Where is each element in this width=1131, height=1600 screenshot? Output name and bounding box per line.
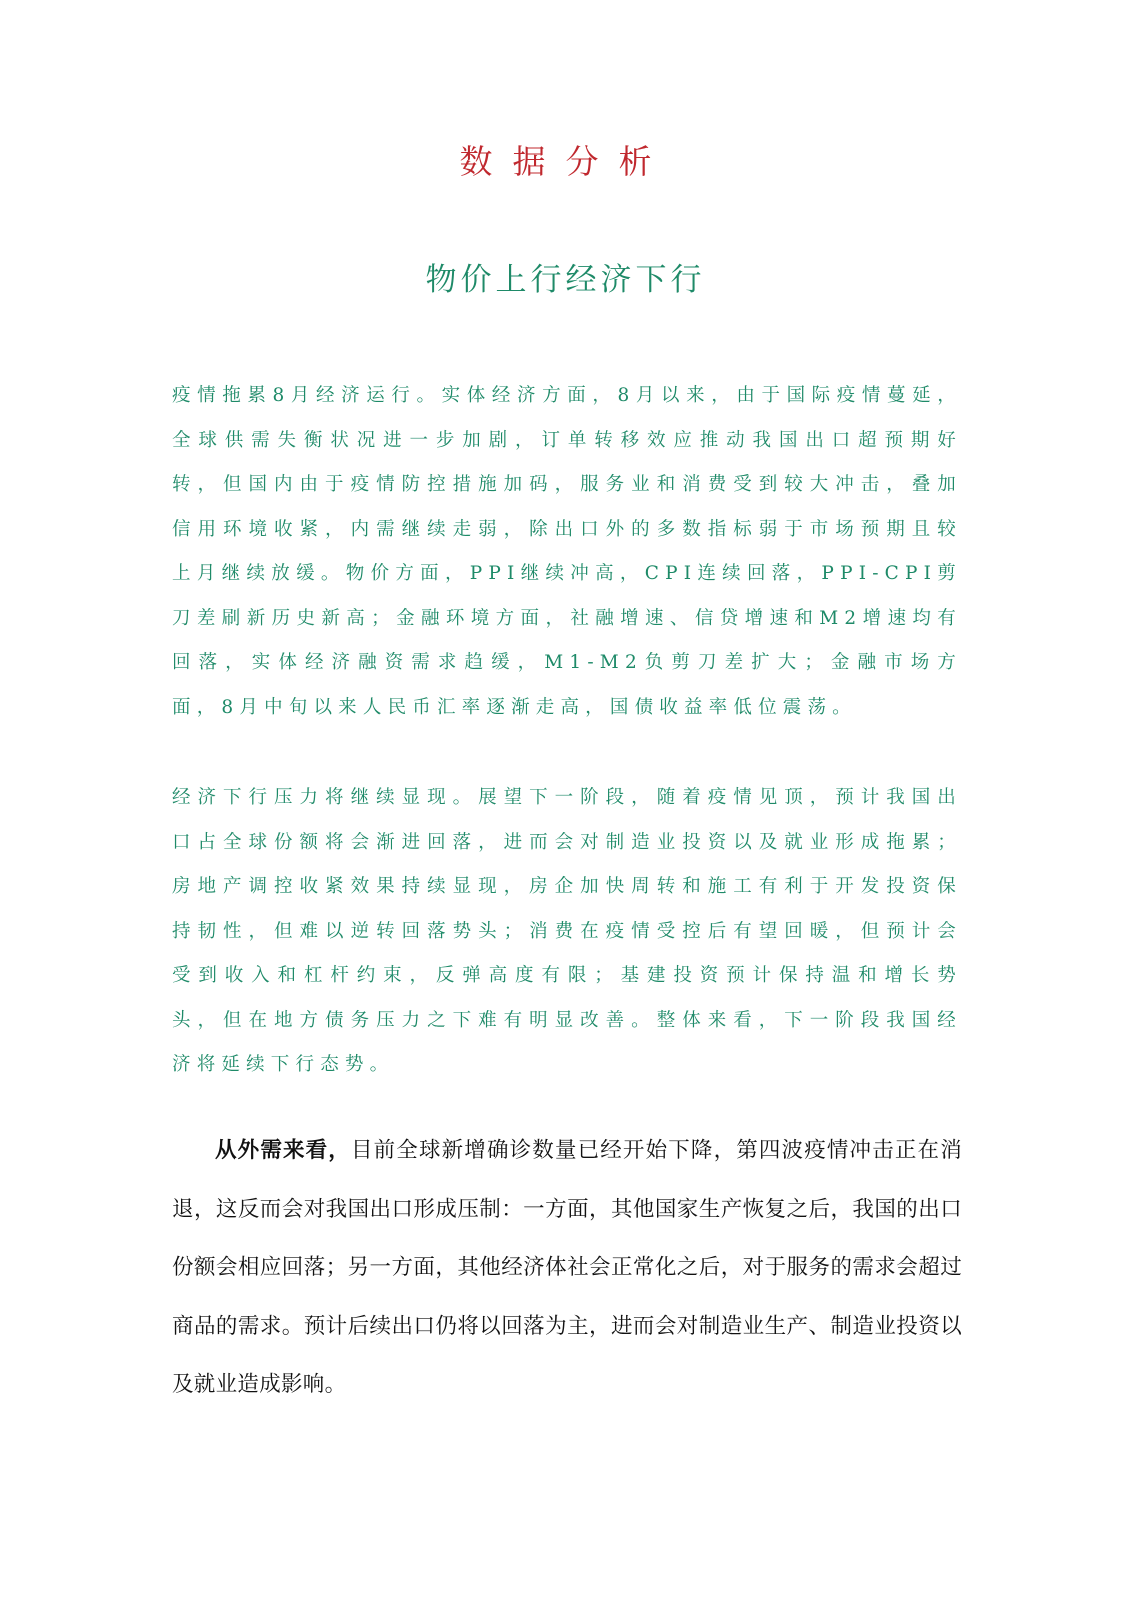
- body-paragraph: [172, 1122, 962, 1415]
- summary-paragraph-1: 疫情拖累8月经济运行。实体经济方面，8月以来，由于国际疫情蔓延，全球供需失衡状况进一步加剧，订单转移效应推动我国出口超预期好转，但国内由于疫情防控措施加码，服务业和消费受到较大冲击，叠加信用环境收紧，内需继续走弱，除出口外的多数指标弱于市场预期且较上月继续放缓。物价方面，PPI继续冲高，CPI连续回落，PPI-CPI剪刀差刷新历史新高；金融环境方面，社融增速、信贷增速和M2增速均有回落，实体经济融资需求趋缓，M1-M2负剪刀差扩大；金融市场方面，8月中旬以来人民币汇率逐渐走高，国债收益率低位震荡。: [172, 385, 962, 718]
- paragraph-body: 目前全球新增确诊数量已经开始下降，第四波疫情冲击正在消退，这反而会对我国出口形成压制：一方面，其他国家生产恢复之后，我国的出口份额会相应回落；另一方面，其他经济体社会正常化之后，对于服务的需求会超过商品的需求。预计后续出口仍将以回落为主，进而会对制造业生产、制造业投资以及就业造成影响。: [172, 1138, 962, 1397]
- section-header: 数据分析: [459, 142, 672, 181]
- paragraph-lead: 从外需来看，: [215, 1138, 351, 1163]
- article-title: 物价上行经济下行: [425, 262, 706, 298]
- summary-paragraph-2: 经济下行压力将继续显现。展望下一阶段，随着疫情见顶，预计我国出口占全球份额将会渐进回落，进而会对制造业投资以及就业形成拖累；房地产调控收紧效果持续显现，房企加快周转和施工有利于开发投资保持韧性，但难以逆转回落势头；消费在疫情受控后有望回暖，但预计会受到收入和杠杆约束，反弹高度有限；基建投资预计保持温和增长势头，但在地方债务压力之下难有明显改善。整体来看，下一阶段我国经济将延续下行态势。: [172, 787, 962, 1075]
